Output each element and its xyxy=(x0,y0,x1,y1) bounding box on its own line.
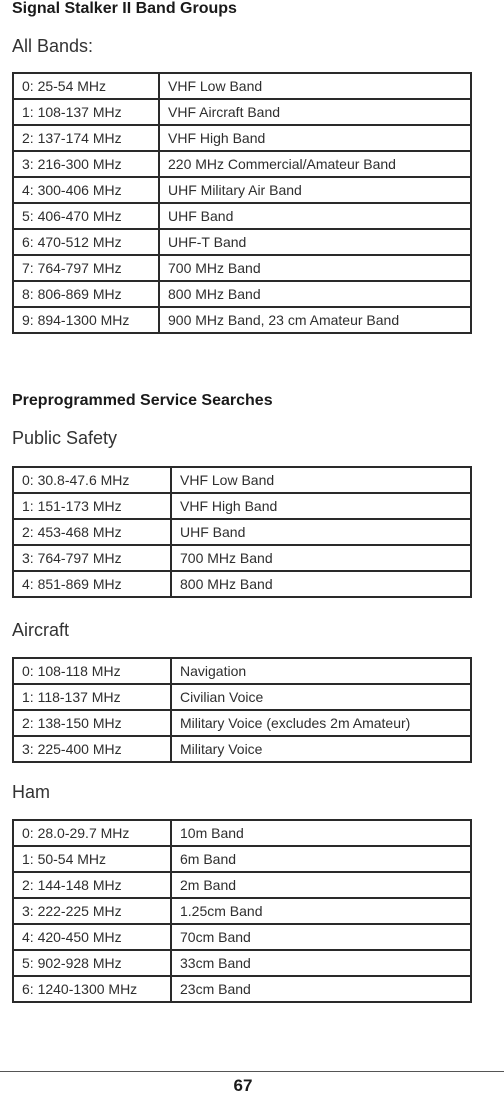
band-description-cell: 700 MHz Band xyxy=(171,545,471,571)
band-description-cell: Military Voice (excludes 2m Amateur) xyxy=(171,710,471,736)
band-description-cell: 220 MHz Commercial/Amateur Band xyxy=(159,151,471,177)
table-row xyxy=(13,203,471,229)
band-description-cell: VHF Aircraft Band xyxy=(159,99,471,125)
frequency-range-cell: 5: 406-470 MHz xyxy=(13,203,159,229)
band-description-cell: UHF Band xyxy=(171,519,471,545)
table-row xyxy=(13,73,471,99)
band-description-cell: 33cm Band xyxy=(171,950,471,976)
table-row xyxy=(13,820,471,846)
band-description-cell: 70cm Band xyxy=(171,924,471,950)
all-bands-heading: All Bands: xyxy=(12,36,94,56)
band-description-cell: UHF-T Band xyxy=(159,229,471,255)
table-row xyxy=(13,255,471,281)
table-row xyxy=(13,571,471,597)
table-row xyxy=(13,846,471,872)
frequency-range-cell: 4: 300-406 MHz xyxy=(13,177,159,203)
table-row xyxy=(13,684,471,710)
frequency-range-cell: 7: 764-797 MHz xyxy=(13,255,159,281)
band-description-cell: VHF High Band xyxy=(171,493,471,519)
frequency-range-cell: 6: 470-512 MHz xyxy=(13,229,159,255)
table-row xyxy=(13,976,471,1002)
table-row xyxy=(13,872,471,898)
band-description-cell: 800 MHz Band xyxy=(159,281,471,307)
frequency-range-cell: 0: 28.0-29.7 MHz xyxy=(13,820,171,846)
table-row xyxy=(13,229,471,255)
frequency-range-cell: 2: 453-468 MHz xyxy=(13,519,171,545)
band-description-cell: 2m Band xyxy=(171,872,471,898)
table-row xyxy=(13,493,471,519)
table-row xyxy=(13,898,471,924)
table-row xyxy=(13,125,471,151)
frequency-range-cell: 9: 894-1300 MHz xyxy=(13,307,159,333)
table-row xyxy=(13,710,471,736)
band-description-cell: Navigation xyxy=(171,658,471,684)
band-description-cell: UHF Band xyxy=(159,203,471,229)
table-row xyxy=(13,519,471,545)
band-description-cell: Civilian Voice xyxy=(171,684,471,710)
aircraft-heading: Aircraft xyxy=(12,620,70,640)
aircraft-table xyxy=(12,657,472,763)
frequency-range-cell: 1: 151-173 MHz xyxy=(13,493,171,519)
band-groups-title: Signal Stalker II Band Groups xyxy=(12,0,237,17)
band-description-cell: VHF High Band xyxy=(159,125,471,151)
public-safety-table xyxy=(12,466,472,598)
band-description-cell: 23cm Band xyxy=(171,976,471,1002)
page-number: 67 xyxy=(233,1076,253,1095)
frequency-range-cell: 4: 420-450 MHz xyxy=(13,924,171,950)
frequency-range-cell: 3: 216-300 MHz xyxy=(13,151,159,177)
table-row xyxy=(13,281,471,307)
band-description-cell: 800 MHz Band xyxy=(171,571,471,597)
band-description-cell: 10m Band xyxy=(171,820,471,846)
table-row xyxy=(13,658,471,684)
band-description-cell: 6m Band xyxy=(171,846,471,872)
frequency-range-cell: 1: 108-137 MHz xyxy=(13,99,159,125)
frequency-range-cell: 6: 1240-1300 MHz xyxy=(13,976,171,1002)
frequency-range-cell: 2: 137-174 MHz xyxy=(13,125,159,151)
table-row xyxy=(13,151,471,177)
band-description-cell: 700 MHz Band xyxy=(159,255,471,281)
band-description-cell: Military Voice xyxy=(171,736,471,762)
table-row xyxy=(13,307,471,333)
table-row xyxy=(13,924,471,950)
table-row xyxy=(13,99,471,125)
band-description-cell: VHF Low Band xyxy=(171,467,471,493)
all-bands-table xyxy=(12,72,472,334)
frequency-range-cell: 2: 144-148 MHz xyxy=(13,872,171,898)
frequency-range-cell: 1: 118-137 MHz xyxy=(13,684,171,710)
table-row xyxy=(13,467,471,493)
frequency-range-cell: 2: 138-150 MHz xyxy=(13,710,171,736)
band-description-cell: 900 MHz Band, 23 cm Amateur Band xyxy=(159,307,471,333)
footer-rule xyxy=(0,1071,504,1072)
band-description-cell: 1.25cm Band xyxy=(171,898,471,924)
service-searches-title: Preprogrammed Service Searches xyxy=(12,392,273,409)
ham-heading: Ham xyxy=(12,782,51,802)
frequency-range-cell: 1: 50-54 MHz xyxy=(13,846,171,872)
frequency-range-cell: 0: 30.8-47.6 MHz xyxy=(13,467,171,493)
frequency-range-cell: 5: 902-928 MHz xyxy=(13,950,171,976)
frequency-range-cell: 3: 225-400 MHz xyxy=(13,736,171,762)
table-row xyxy=(13,736,471,762)
frequency-range-cell: 4: 851-869 MHz xyxy=(13,571,171,597)
frequency-range-cell: 3: 764-797 MHz xyxy=(13,545,171,571)
frequency-range-cell: 0: 25-54 MHz xyxy=(13,73,159,99)
band-description-cell: VHF Low Band xyxy=(159,73,471,99)
band-description-cell: UHF Military Air Band xyxy=(159,177,471,203)
ham-table xyxy=(12,819,472,1003)
frequency-range-cell: 8: 806-869 MHz xyxy=(13,281,159,307)
frequency-range-cell: 3: 222-225 MHz xyxy=(13,898,171,924)
public-safety-heading: Public Safety xyxy=(12,428,118,448)
table-row xyxy=(13,177,471,203)
frequency-range-cell: 0: 108-118 MHz xyxy=(13,658,171,684)
table-row xyxy=(13,950,471,976)
table-row xyxy=(13,545,471,571)
